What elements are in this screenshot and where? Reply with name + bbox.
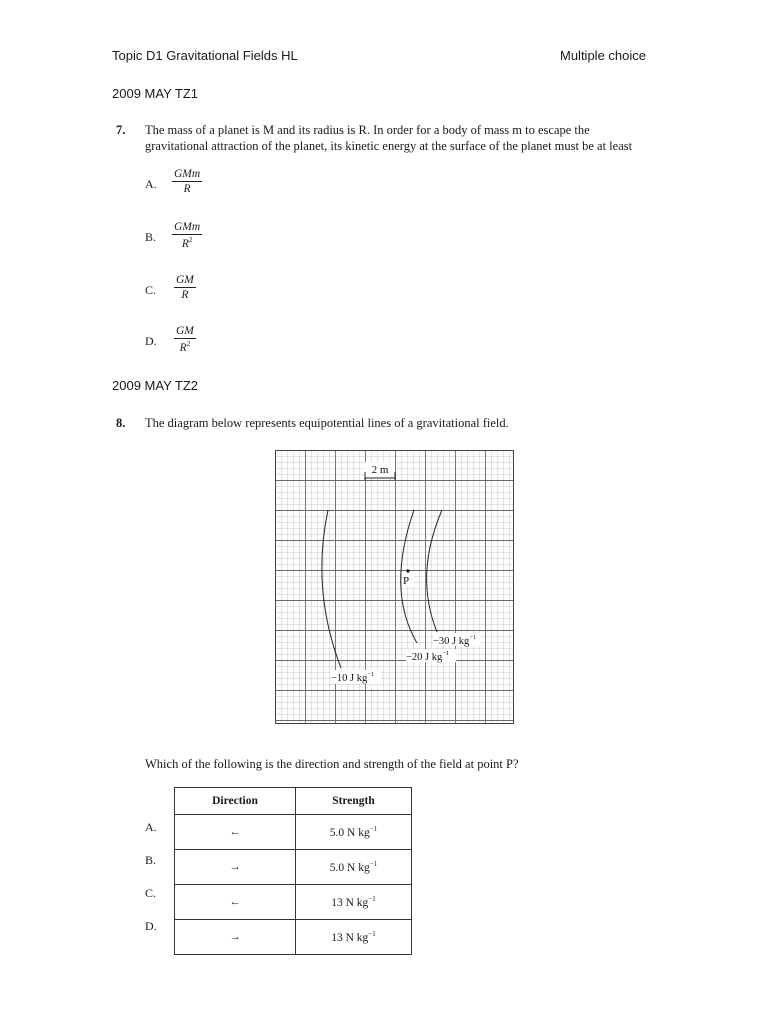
option-b-numerator: GMm — [174, 221, 201, 233]
question-8-text: The diagram below represents equipotential lines of a gravitational field. — [145, 416, 509, 430]
grid-minor-lines — [275, 450, 514, 724]
page-header-type: Multiple choice — [560, 48, 646, 63]
table-cell-strength: 13 N $kg^{-1}$ — [296, 920, 412, 955]
table-row — [175, 850, 412, 885]
grid-major-lines — [275, 450, 514, 724]
table-row-a-letter: A. — [145, 820, 157, 834]
table-row-c-letter: C. — [145, 886, 157, 900]
table-cell-direction: ← — [175, 815, 296, 850]
diagram-border — [276, 451, 514, 724]
scale-label: 2 m — [371, 464, 389, 476]
option-c-numerator: GM — [176, 274, 194, 286]
option-c-letter: C. — [145, 283, 157, 297]
option-a-letter: A. — [145, 177, 157, 191]
label-minus-10: −10 J $kg^{-1}$ — [331, 671, 375, 684]
option-b-denominator: $R^2$ — [181, 236, 193, 250]
option-b-fraction — [172, 221, 202, 250]
table-row-d-letter: D. — [145, 919, 157, 933]
option-d-numerator: GM — [176, 325, 194, 337]
table-header-row — [175, 788, 412, 815]
question-7-number: 7. — [116, 123, 126, 137]
question-7-text-line1: The mass of a planet is M and its radius is R. In order for a body of mass m to escape the — [145, 123, 590, 137]
option-d-fraction — [174, 325, 196, 354]
equipotential-line-minus-10 — [322, 510, 341, 668]
point-p-marker — [406, 569, 409, 572]
option-a-denominator: R — [183, 183, 191, 195]
table-header-strength: Strength — [296, 788, 412, 815]
option-c-fraction — [174, 274, 196, 301]
table-cell-direction: → — [175, 920, 296, 955]
option-d-letter: D. — [145, 334, 157, 348]
table-cell-strength: 5.0 N $kg^{-1}$ — [296, 850, 412, 885]
table-cell-direction: ← — [175, 885, 296, 920]
table-row — [175, 885, 412, 920]
question-8-number: 8. — [116, 416, 126, 430]
table-cell-strength: 13 N $kg^{-1}$ — [296, 885, 412, 920]
page-header-topic: Topic D1 Gravitational Fields HL — [112, 48, 298, 63]
label-minus-30: −30 J $kg^{-1}$ — [433, 634, 477, 647]
table-cell-strength: 5.0 N $kg^{-1}$ — [296, 815, 412, 850]
option-b-letter: B. — [145, 230, 157, 244]
table-cell-direction: → — [175, 850, 296, 885]
section-label-tz2: 2009 MAY TZ2 — [112, 378, 198, 393]
table-header-direction: Direction — [175, 788, 296, 815]
table-row-b-letter: B. — [145, 853, 157, 867]
question-7-text-line2: gravitational attraction of the planet, its kinetic energy at the surface of the planet must be at least — [145, 139, 633, 153]
table-row — [175, 920, 412, 955]
answer-table — [174, 787, 412, 955]
option-c-denominator: R — [181, 289, 189, 301]
point-p-label: P — [403, 575, 410, 587]
equipotential-diagram — [275, 450, 515, 725]
section-label-tz1: 2009 MAY TZ1 — [112, 86, 198, 101]
label-minus-20: −20 J $kg^{-1}$ — [406, 650, 450, 663]
question-8-prompt: Which of the following is the direction and strength of the field at point P? — [145, 757, 519, 771]
option-a-fraction — [172, 168, 202, 195]
table-row — [175, 815, 412, 850]
option-a-numerator: GMm — [174, 168, 201, 180]
option-d-denominator: $R^2$ — [179, 340, 191, 354]
